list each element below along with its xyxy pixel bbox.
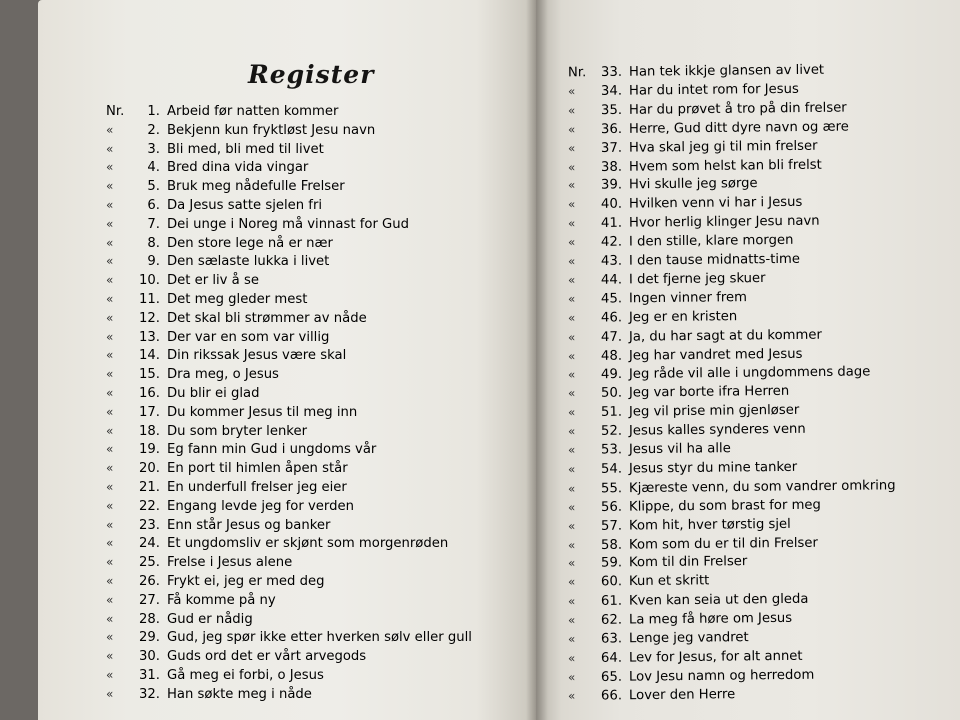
entry-title: Kun et skritt — [628, 573, 710, 590]
entry-title: Jesus styr du mine tanker — [628, 459, 798, 477]
entry-title: Da Jesus satte sjelen fri — [167, 198, 323, 213]
ditto-mark: « — [567, 84, 576, 99]
entry-title: Den sælaste lukka i livet — [167, 254, 330, 270]
entry-title: Det skal bli strømmer av nåde — [167, 310, 367, 326]
index-entry — [568, 592, 809, 610]
ditto-mark: « — [106, 141, 114, 156]
ditto-mark: « — [106, 310, 114, 325]
entry-number: 26. — [139, 574, 160, 589]
index-entry — [568, 422, 806, 439]
entry-title: Du blir ei glad — [167, 386, 260, 401]
index-entry — [106, 123, 375, 138]
index-entry — [568, 119, 849, 137]
index-entry — [568, 611, 792, 628]
entry-title: En underfull frelser jeg eier — [167, 480, 347, 495]
entry-title: Kom som du er til din Frelser — [628, 535, 819, 553]
ditto-mark: « — [106, 367, 114, 382]
entry-title: Har du prøvet å tro på din frelser — [628, 100, 847, 118]
ditto-mark: « — [567, 178, 576, 193]
entry-number: 52. — [600, 423, 623, 439]
ditto-mark: « — [567, 556, 576, 571]
ditto-mark: « — [567, 140, 576, 155]
entry-title: Frykt ei, jeg er med deg — [167, 574, 325, 589]
entry-title: Få komme på ny — [167, 592, 276, 608]
entry-title: Guds ord det er vårt arvegods — [167, 649, 367, 665]
ditto-mark: « — [567, 291, 576, 306]
entry-title: Ja, du har sagt at du kommer — [628, 327, 822, 345]
entry-title: Frelse i Jesus alene — [167, 555, 293, 571]
entry-number: 18. — [139, 423, 160, 439]
index-entry — [106, 179, 345, 194]
index-entry — [106, 649, 366, 664]
index-entry — [568, 403, 799, 420]
index-entry — [106, 142, 324, 157]
index-entry — [106, 687, 312, 702]
index-entry — [568, 63, 824, 81]
entry-number: 29. — [139, 630, 160, 646]
ditto-mark: « — [106, 480, 114, 494]
entry-title: Lov Jesu namn og herredom — [628, 667, 815, 685]
entry-title: Gud, jeg spør ikke etter hverken sølv eller gull — [167, 630, 472, 646]
index-entry — [106, 442, 376, 457]
entry-number: 59. — [600, 555, 623, 571]
entry-title: Et ungdomsliv er skjønt som morgenrøden — [167, 536, 449, 552]
index-entry — [568, 554, 747, 571]
entry-number: 12. — [139, 310, 160, 326]
entry-title: Den store lege nå er nær — [167, 235, 333, 251]
entry-number: 13. — [139, 329, 160, 345]
entry-number: 54. — [600, 461, 623, 477]
entry-title: Gud er nådig — [167, 611, 253, 627]
entry-number: 60. — [600, 574, 623, 590]
ditto-mark: « — [567, 103, 576, 118]
entry-title: Hvi skulle jeg sørge — [628, 176, 758, 193]
entry-title: La meg få høre om Jesus — [628, 610, 793, 628]
entry-title: Bli med, bli med til livet — [167, 141, 324, 157]
entry-number: 11. — [139, 292, 160, 307]
entry-number: 51. — [600, 404, 623, 421]
index-entry — [568, 535, 818, 553]
entry-title: Jeg har vandret med Jesus — [628, 346, 803, 364]
ditto-mark: « — [106, 517, 114, 532]
entry-number: 56. — [600, 499, 623, 515]
entry-number: 10. — [139, 273, 160, 289]
ditto-mark: « — [567, 670, 576, 685]
index-entry — [568, 516, 791, 533]
entry-number: 45. — [600, 291, 623, 307]
index-entry — [106, 630, 472, 645]
index-entry — [106, 574, 324, 589]
ditto-mark: « — [106, 649, 114, 664]
index-entry — [106, 536, 448, 551]
entry-title: Bred dina vida vingar — [167, 160, 309, 176]
index-entry — [106, 668, 324, 683]
index-entry — [106, 160, 308, 175]
index-entry — [106, 386, 259, 401]
entry-number: 41. — [600, 215, 623, 232]
entry-number: 64. — [600, 650, 623, 666]
entry-number: 53. — [600, 442, 623, 458]
entry-title: Han søkte meg i nåde — [167, 686, 312, 702]
entry-number: 22. — [139, 498, 160, 514]
ditto-mark: « — [567, 481, 576, 496]
book-gutter — [526, 0, 548, 720]
entry-number: 48. — [600, 348, 623, 364]
ditto-mark: « — [106, 404, 114, 419]
ditto-mark: « — [567, 462, 576, 477]
entry-title: Det meg gleder mest — [167, 292, 308, 307]
entry-title: Kom til din Frelser — [628, 554, 748, 571]
entry-title: Hvor herlig klinger Jesu navn — [628, 213, 820, 231]
entry-number: 36. — [600, 121, 623, 137]
entry-number: 35. — [600, 102, 623, 118]
index-entry — [106, 273, 259, 288]
entry-number: 47. — [600, 329, 623, 345]
entry-number: 20. — [139, 461, 160, 477]
entry-number: 23. — [139, 517, 160, 533]
entry-number: 4. — [147, 160, 160, 176]
entry-title: Herre, Gud ditt dyre navn og ære — [628, 119, 849, 137]
entry-title: Din rikssak Jesus være skal — [167, 348, 347, 364]
entry-title: En port til himlen åpen står — [167, 461, 348, 477]
entry-title: Kom hit, hver tørstig sjel — [628, 516, 791, 534]
index-entry — [568, 233, 794, 250]
entry-number: 3. — [147, 141, 160, 157]
index-entry — [106, 104, 338, 119]
ditto-mark: « — [567, 613, 576, 628]
ditto-mark: « — [567, 272, 576, 287]
index-entry — [568, 346, 803, 363]
index-entry — [568, 649, 803, 666]
entry-number: 58. — [600, 537, 623, 553]
entry-title: I det fjerne jeg skuer — [628, 270, 766, 288]
ditto-mark: « — [567, 197, 576, 212]
index-entry — [568, 668, 814, 686]
ditto-mark: « — [567, 216, 576, 231]
index-entry — [106, 405, 357, 420]
ditto-mark: « — [567, 235, 576, 250]
ditto-mark: « — [567, 499, 576, 515]
index-entry — [568, 384, 789, 401]
entry-title: Enn står Jesus og banker — [167, 517, 331, 533]
index-entry — [106, 236, 333, 251]
entry-title: Kjæreste venn, du som vandrer omkring — [628, 478, 896, 496]
index-entry — [106, 367, 279, 382]
ditto-mark: « — [106, 611, 114, 626]
entry-title: Eg fann min Gud i ungdoms vår — [167, 442, 377, 458]
entry-title: Bekjenn kun fryktløst Jesu navn — [167, 122, 376, 138]
entry-title: Ingen vinner frem — [628, 289, 748, 307]
ditto-mark: « — [106, 574, 114, 588]
index-entry — [568, 214, 820, 232]
ditto-mark: « — [106, 329, 114, 344]
entry-title: Jeg er en kristen — [628, 308, 738, 325]
ditto-mark: « — [567, 367, 576, 382]
entry-number: 32. — [139, 686, 160, 702]
index-entry — [568, 271, 766, 288]
entry-number: 57. — [600, 518, 623, 534]
ditto-mark: « — [106, 498, 114, 513]
entry-number: 37. — [600, 140, 623, 156]
entry-title: Har du intet rom for Jesus — [628, 81, 799, 99]
index-entry — [106, 330, 329, 345]
index-entry — [106, 518, 330, 533]
ditto-mark: « — [567, 405, 576, 420]
entry-title: Der var en som var villig — [167, 329, 330, 345]
ditto-mark: « — [106, 254, 114, 269]
entry-title: Han tek ikkje glansen av livet — [628, 62, 825, 80]
index-entry — [106, 480, 347, 495]
entry-title: Lenge jeg vandret — [628, 630, 749, 647]
ditto-mark: « — [567, 348, 576, 363]
index-entry — [568, 630, 749, 647]
entry-title: Jeg var borte ifra Herren — [628, 384, 790, 401]
entry-title: Kven kan seia ut den gleda — [628, 591, 809, 609]
entry-number: 30. — [139, 649, 160, 665]
ditto-mark: « — [106, 292, 114, 306]
entry-title: Bruk meg nådefulle Frelser — [167, 179, 345, 195]
index-entry — [568, 327, 822, 345]
ditto-mark: « — [106, 442, 114, 457]
index-entry — [568, 176, 758, 193]
entry-number: 33. — [600, 64, 623, 80]
ditto-mark: « — [567, 537, 576, 552]
ditto-mark: « — [106, 235, 114, 250]
entry-number: 63. — [600, 631, 623, 647]
index-entry — [568, 195, 803, 212]
register-title: Register — [248, 60, 375, 89]
entry-title: Gå meg ei forbi, o Jesus — [167, 668, 324, 683]
entry-title: I den tause midnatts-time — [628, 251, 801, 269]
entry-number: 40. — [600, 196, 623, 213]
index-entry — [568, 82, 799, 99]
ditto-mark: « — [567, 442, 576, 457]
ditto-mark: « — [106, 536, 114, 551]
index-entry — [106, 593, 276, 608]
index-entry — [106, 217, 409, 232]
ditto-mark: « — [567, 651, 576, 666]
entry-number: 38. — [600, 159, 623, 175]
entry-number: 50. — [600, 385, 623, 402]
entry-number: 21. — [139, 480, 160, 495]
entry-number: 66. — [600, 687, 623, 704]
entry-title: Engang levde jeg for verden — [167, 498, 354, 514]
ditto-mark: « — [567, 518, 576, 533]
entry-number: 2. — [147, 122, 160, 138]
ditto-mark: « — [106, 122, 114, 137]
index-entry — [106, 311, 367, 326]
ditto-mark: « — [106, 198, 114, 212]
index-entry — [568, 157, 822, 175]
entry-title: I den stille, klare morgen — [628, 232, 794, 250]
entry-number: 31. — [139, 668, 160, 683]
entry-title: Jesus kalles synderes venn — [628, 421, 806, 439]
number-prefix: Nr. — [106, 104, 125, 119]
entry-title: Du som bryter lenker — [167, 423, 308, 439]
entry-title: Jeg vil prise min gjenløser — [628, 402, 800, 420]
entry-number: 5. — [147, 179, 160, 195]
ditto-mark: « — [106, 348, 114, 363]
entry-title: Hva skal jeg gi til min frelser — [628, 138, 818, 156]
index-entry — [568, 252, 800, 269]
index-entry — [568, 460, 797, 477]
entry-number: 55. — [600, 480, 623, 497]
entry-title: Lover den Herre — [628, 686, 736, 703]
index-entry — [568, 574, 709, 590]
ditto-mark: « — [106, 273, 114, 288]
entry-number: 7. — [147, 216, 160, 232]
entry-number: 27. — [139, 592, 160, 608]
number-prefix: Nr. — [567, 65, 587, 81]
ditto-mark: « — [106, 668, 114, 682]
entry-number: 34. — [600, 83, 623, 99]
entry-number: 28. — [139, 611, 160, 627]
index-entry — [568, 687, 735, 704]
index-entry — [106, 198, 322, 213]
ditto-mark: « — [106, 216, 114, 231]
entry-number: 8. — [147, 235, 160, 251]
ditto-mark: « — [106, 630, 114, 645]
entry-number: 42. — [600, 234, 623, 250]
index-entry — [106, 348, 346, 363]
entry-number: 39. — [600, 177, 623, 194]
index-entry — [106, 612, 253, 627]
entry-number: 65. — [600, 669, 623, 685]
index-entry — [568, 100, 847, 118]
entry-title: Hvem som helst kan bli frelst — [628, 157, 822, 175]
index-entry — [568, 441, 731, 458]
index-entry — [568, 138, 818, 156]
entry-title: Jesus vil ha alle — [628, 441, 731, 458]
entry-number: 49. — [600, 367, 623, 383]
ditto-mark: « — [567, 386, 576, 401]
entry-title: Hvilken venn vi har i Jesus — [628, 195, 803, 212]
entry-number: 16. — [139, 386, 160, 401]
entry-number: 14. — [139, 348, 160, 364]
index-entry — [568, 497, 821, 515]
entry-title: Jeg råde vil alle i ungdommens dage — [628, 364, 871, 383]
ditto-mark: « — [567, 594, 576, 609]
entry-number: 9. — [147, 254, 160, 270]
index-entry — [106, 254, 329, 269]
entry-number: 1. — [147, 104, 160, 119]
ditto-mark: « — [567, 254, 576, 269]
index-entry — [106, 499, 354, 514]
entry-title: Arbeid før natten kommer — [167, 104, 339, 119]
entry-number: 15. — [139, 367, 160, 383]
entry-title: Lev for Jesus, for alt annet — [628, 648, 803, 666]
ditto-mark: « — [106, 423, 114, 438]
entry-number: 25. — [139, 555, 160, 571]
ditto-mark: « — [567, 329, 576, 344]
ditto-mark: « — [106, 160, 114, 175]
entry-number: 62. — [600, 612, 623, 628]
index-entry — [568, 290, 747, 307]
ditto-mark: « — [106, 686, 114, 701]
ditto-mark: « — [567, 424, 576, 439]
entry-title: Du kommer Jesus til meg inn — [167, 404, 358, 420]
index-entry — [106, 555, 292, 570]
ditto-mark: « — [567, 122, 576, 137]
entry-number: 43. — [600, 253, 623, 269]
ditto-mark: « — [567, 631, 576, 646]
ditto-mark: « — [567, 310, 576, 325]
entry-number: 24. — [139, 536, 160, 552]
entry-number: 6. — [147, 198, 160, 213]
entry-number: 19. — [139, 442, 160, 458]
ditto-mark: « — [106, 555, 114, 570]
entry-number: 17. — [139, 404, 160, 420]
index-entry — [568, 309, 737, 326]
ditto-mark: « — [567, 159, 576, 174]
ditto-mark: « — [106, 179, 114, 194]
ditto-mark: « — [106, 386, 114, 400]
entry-number: 44. — [600, 272, 623, 288]
ditto-mark: « — [106, 461, 114, 476]
ditto-mark: « — [567, 688, 576, 703]
entry-number: 46. — [600, 310, 623, 326]
ditto-mark: « — [106, 592, 114, 607]
entry-title: Dra meg, o Jesus — [167, 367, 279, 383]
index-entry — [568, 478, 896, 496]
entry-number: 61. — [600, 593, 623, 610]
index-entry — [106, 424, 307, 439]
entry-title: Det er liv å se — [167, 273, 259, 289]
entry-title: Klippe, du som brast for meg — [628, 497, 821, 515]
ditto-mark: « — [567, 574, 576, 590]
entry-title: Dei unge i Noreg må vinnast for Gud — [167, 216, 410, 232]
index-entry — [106, 292, 307, 307]
index-entry — [106, 461, 348, 476]
